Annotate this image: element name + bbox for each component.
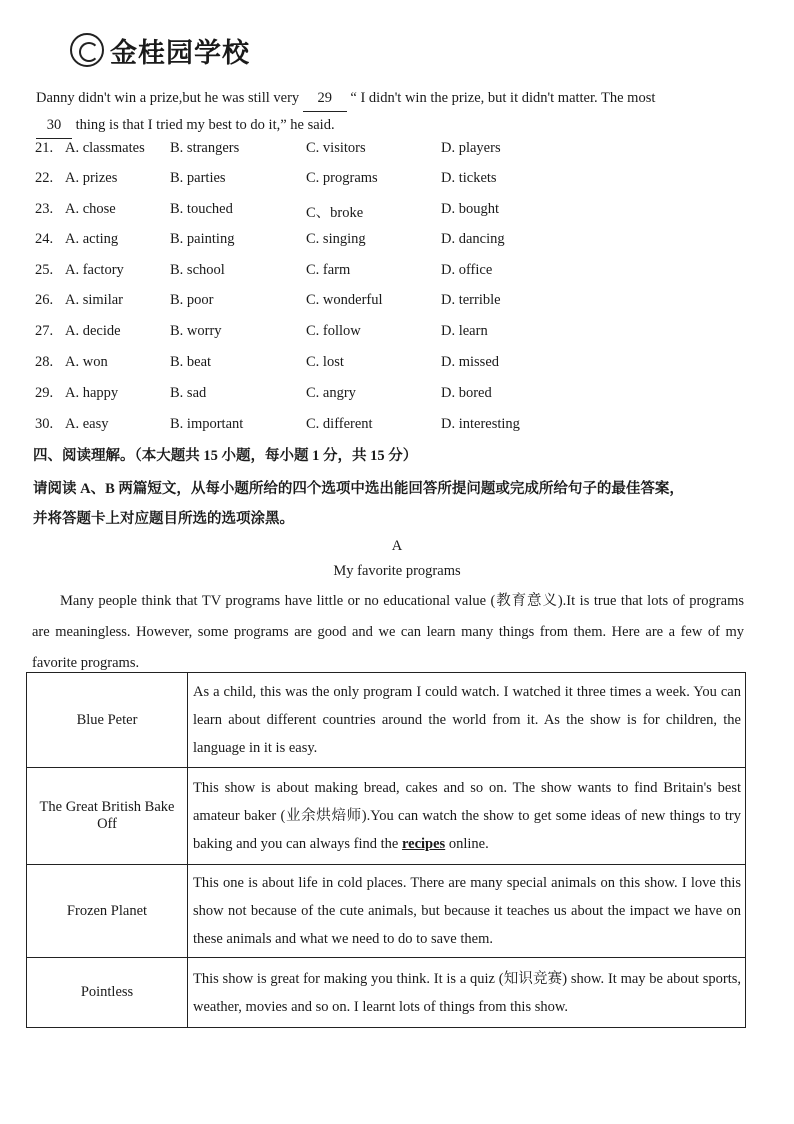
option-c: C. singing xyxy=(306,231,366,247)
option-d: D. terrible xyxy=(441,292,501,308)
option-d: D. learn xyxy=(441,323,488,339)
intro-line1-end: “ I didn't win the prize, but it didn't matter. The most xyxy=(346,90,656,106)
option-b: B. beat xyxy=(170,354,212,370)
option-b: B. strangers xyxy=(170,140,240,156)
option-c: C. follow xyxy=(306,323,361,339)
option-b: B. school xyxy=(170,262,225,278)
option-d: D. interesting xyxy=(441,416,520,432)
program-description: This show is great for making you think. It is a quiz (知识竞赛) show. It may be about sports, weather, movies and so on. I learnt lots of things from this show. xyxy=(188,958,746,1028)
program-name: Frozen Planet xyxy=(27,865,188,958)
option-b: B. touched xyxy=(170,201,233,217)
option-b: B. sad xyxy=(170,385,207,401)
question-number: 27. xyxy=(35,323,54,339)
table-row xyxy=(27,673,746,768)
table-row xyxy=(27,865,746,958)
question-number: 24. xyxy=(35,231,54,247)
question-number: 25. xyxy=(35,262,54,278)
question-number: 30. xyxy=(35,416,54,432)
option-d: D. players xyxy=(441,140,501,156)
option-a: A. prizes xyxy=(65,170,118,186)
table-row xyxy=(27,958,746,1028)
program-name: The Great British Bake Off xyxy=(27,768,188,865)
recipes-keyword: recipes xyxy=(401,836,446,852)
programs-table xyxy=(26,672,746,1028)
option-c: C. different xyxy=(306,416,373,432)
program-name: Pointless xyxy=(27,958,188,1028)
passage-label: A xyxy=(391,538,403,554)
option-b: B. painting xyxy=(170,231,235,247)
cloze-ending xyxy=(36,85,748,139)
program-name: Blue Peter xyxy=(27,673,188,768)
option-c: C. farm xyxy=(306,262,351,278)
option-b: B. worry xyxy=(170,323,222,339)
blank-29: 29 xyxy=(303,85,347,112)
option-d: D. tickets xyxy=(441,170,497,186)
option-c: C. programs xyxy=(306,170,378,186)
option-a: A. chose xyxy=(65,201,116,217)
option-a: A. acting xyxy=(65,231,119,247)
option-a: A. happy xyxy=(65,385,119,401)
option-a: A. factory xyxy=(65,262,124,278)
section-title: 四、阅读理解。（本大题共 15 小题，每小题 1 分，共 15 分） xyxy=(33,448,418,464)
blank-30: 30 xyxy=(36,112,72,139)
intro-line2-text: thing is that I tried my best to do it,” he said. xyxy=(72,117,335,133)
option-d: D. missed xyxy=(441,354,499,370)
directions-line-2: 并将答题卡上对应题目所选的选项涂黑。 xyxy=(33,511,294,527)
program-description-end: online. xyxy=(445,836,489,852)
option-a: A. easy xyxy=(65,416,109,432)
question-number: 21. xyxy=(35,140,54,156)
option-a: A. won xyxy=(65,354,108,370)
option-b: B. important xyxy=(170,416,244,432)
school-name: 金桂园学校 xyxy=(110,37,250,69)
question-number: 22. xyxy=(35,170,54,186)
school-header xyxy=(70,30,250,70)
option-b: B. poor xyxy=(170,292,214,308)
option-c: C. wonderful xyxy=(306,292,383,308)
table-row xyxy=(27,768,746,865)
question-number: 29. xyxy=(35,385,54,401)
option-d: D. bought xyxy=(441,201,499,217)
option-d: D. dancing xyxy=(441,231,505,247)
option-d: D. bored xyxy=(441,385,492,401)
question-number: 28. xyxy=(35,354,54,370)
question-number: 23. xyxy=(35,201,54,217)
program-description: As a child, this was the only program I could watch. I watched it three times a week. You can learn about different countries around the world from it. As the show is for children, the language in it is easy. xyxy=(188,673,746,768)
option-c: C. angry xyxy=(306,385,356,401)
option-a: A. classmates xyxy=(65,140,145,156)
option-b: B. parties xyxy=(170,170,226,186)
option-c: C. lost xyxy=(306,354,344,370)
option-c: C、broke xyxy=(306,205,364,221)
program-description xyxy=(188,768,746,865)
passage-title: My favorite programs xyxy=(333,563,461,579)
school-seal-logo xyxy=(70,33,104,67)
option-c: C. visitors xyxy=(306,140,366,156)
question-number: 26. xyxy=(35,292,54,308)
passage-paragraph: Many people think that TV programs have little or no educational value (教育意义).It is true that lots of programs are meaningless. However, some programs are good and we can learn many things from them. Here are a few of my favorite programs. xyxy=(32,593,744,671)
option-d: D. office xyxy=(441,262,493,278)
program-description-text: This show is about making bread, cakes and so on. The show wants to find Britain's best amateur baker (业余烘焙师).You can watch the show to get some ideas of new things to try baking and you can always find the xyxy=(193,780,741,852)
option-a: A. similar xyxy=(65,292,123,308)
directions-line-1: 请阅读 A、B 两篇短文，从每小题所给的四个选项中选出能回答所提问题或完成所给句子的最佳答案， xyxy=(33,481,684,497)
intro-line1-text: Danny didn't win a prize,but he was still very xyxy=(36,90,303,106)
option-a: A. decide xyxy=(65,323,121,339)
program-description: This one is about life in cold places. There are many special animals on this show. I love this show not because of the cute animals, but because it teaches us about the impact we have on these animals and what we need to do to save them. xyxy=(188,865,746,958)
